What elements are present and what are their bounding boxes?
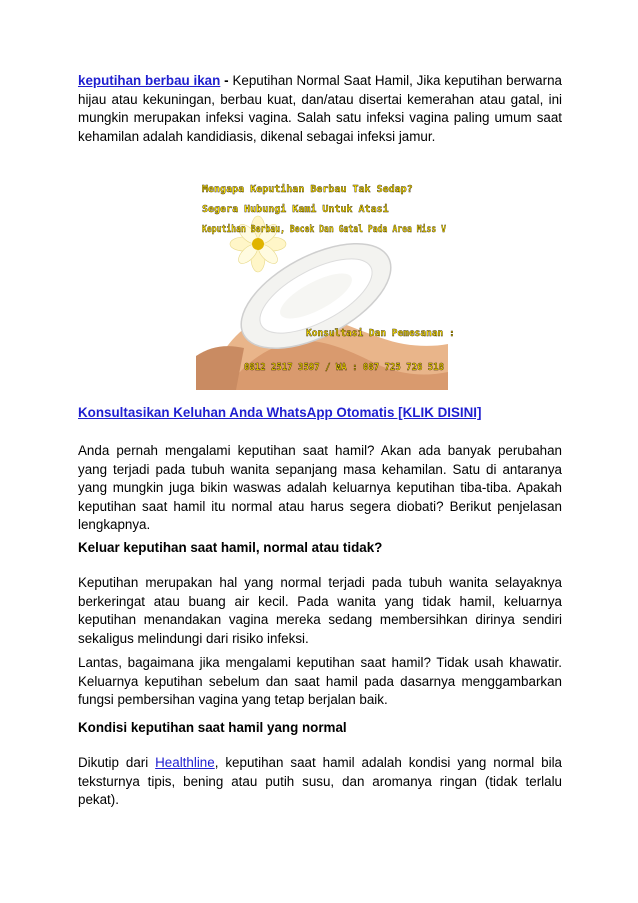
- whatsapp-cta-link[interactable]: Konsultasikan Keluhan Anda WhatsApp Otomatis [KLIK DISINI]: [78, 405, 482, 420]
- section-heading-1: Keluar keputihan saat hamil, normal atau tidak?: [78, 540, 383, 555]
- paragraph-4-prefix: Dikutip dari: [78, 755, 156, 770]
- heading-2-block: [78, 719, 562, 738]
- ad-illustration: [196, 176, 504, 390]
- paragraph-4: [78, 754, 562, 810]
- paragraph-3: Lantas, bagaimana jika mengalami keputihan saat hamil? Tidak usah khawatir. Keluarnya keputihan sebelum dan saat hamil pada dasarnya menggambarkan fungsi pembersihan vagina yang tetap berjalan baik.: [78, 655, 562, 707]
- intro-paragraph: [78, 72, 562, 146]
- intro-text: Keputihan Normal Saat Hamil, Jika keputihan berwarna hijau atau kekuningan, berbau kuat, dan/atau disertai kemerahan atau gatal, ini mungkin merupakan infeksi vagina. Salah satu infeksi vagina paling umum saat kehamilan adalah kandidiasis, dikenal sebagai infeksi jamur.: [78, 73, 562, 144]
- ad-contact-label: Konsultasi Dan Pemesanan :: [306, 328, 455, 339]
- keyword-link[interactable]: keputihan berbau ikan: [78, 73, 221, 88]
- paragraph-1: Anda pernah mengalami keputihan saat hamil? Akan ada banyak perubahan yang terjadi pada tubuh wanita sepanjang masa kehamilan. Satu di antaranya yang mungkin juga bikin waswas adalah keluarnya keputihan tiba-tiba. Apakah keputihan saat hamil itu normal atau harus segera diobati? Berikut penjelasan lengkapnya.: [78, 443, 562, 532]
- healthline-link[interactable]: Healthline: [155, 755, 215, 770]
- paragraph-1-block: [78, 442, 562, 535]
- paragraph-2: Keputihan merupakan hal yang normal terjadi pada tubuh wanita selayaknya berkeringat atau buang air kecil. Pada wanita yang tidak hamil, keluarnya keputihan menandakan vagina mereka sedang membersihkan dirinya sendiri sekaligus melindungi dari risiko infeksi.: [78, 575, 562, 646]
- paragraph-2-block: [78, 574, 562, 648]
- wrist-left: [196, 346, 244, 390]
- ad-line-2: Segera Hubungi Kami Untuk Atasi: [202, 204, 389, 215]
- intro-block: [78, 72, 562, 146]
- ad-line-1: Mengapa Keputihan Berbau Tak Sedap?: [202, 184, 413, 195]
- section-heading-2: Kondisi keputihan saat hamil yang normal: [78, 720, 347, 735]
- separator: -: [224, 73, 229, 88]
- ad-image[interactable]: [196, 176, 504, 390]
- paragraph-4-suffix: , keputihan saat hamil adalah kondisi yang normal bila teksturnya tipis, bening atau putih susu, dan aromanya ringan (tidak terlalu pekat).: [78, 755, 562, 807]
- ad-line-3: Keputihan Berbau, Becek Dan Gatal Pada Area Miss V: [202, 224, 504, 235]
- paragraph-3-block: [78, 654, 562, 710]
- heading-1-block: [78, 539, 562, 558]
- ad-contact-numbers: 0812 2517 3597 / WA : 087 725 726 518: [244, 362, 445, 373]
- paragraph-4-block: [78, 754, 562, 810]
